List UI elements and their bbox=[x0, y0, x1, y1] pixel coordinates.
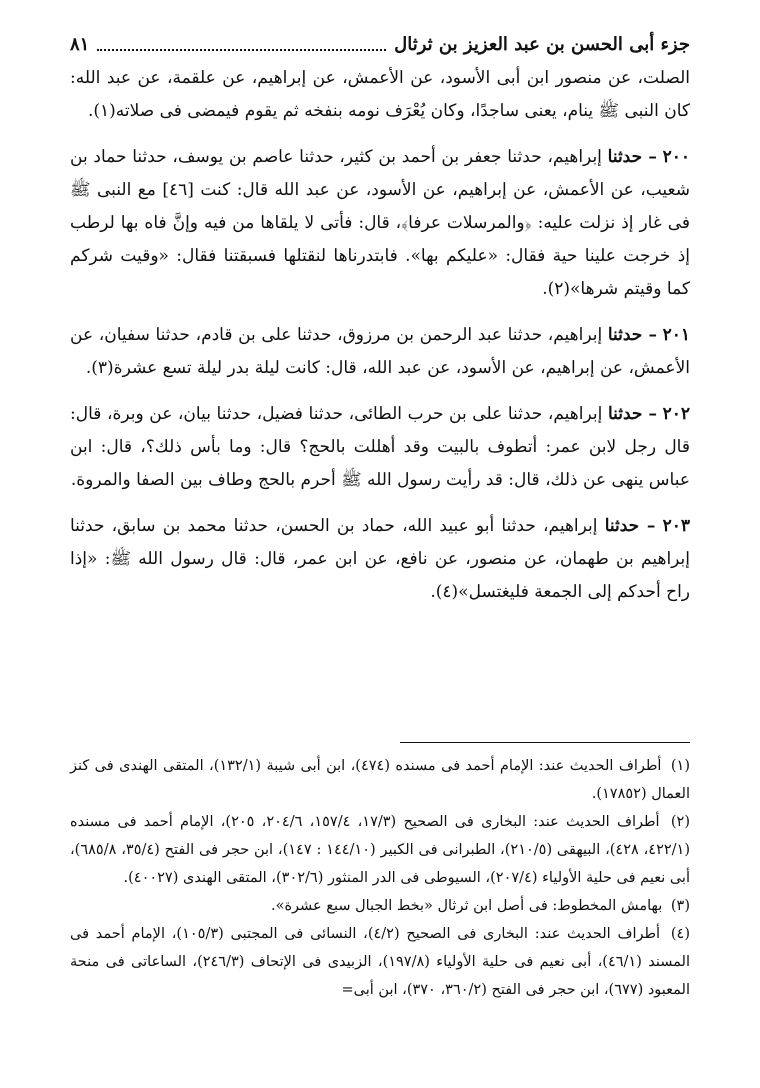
hadith-lead: حدثنا bbox=[607, 325, 643, 345]
footnote-number: (٤) bbox=[670, 926, 690, 942]
running-header bbox=[70, 28, 690, 60]
footnote-number: (١) bbox=[670, 758, 691, 774]
footnote-text: بهامش المخطوط: فى أصل ابن ثرثال «بخط الجبال سبع عشرة». bbox=[270, 898, 663, 914]
hadith-200: ٢٠٠ – حدثنا إبراهيم، حدثنا جعفر بن أحمد بن كثير، حدثنا عاصم بن يوسف، حدثنا حماد بن شعيب، عن الأعمش، عن إبراهيم، عن الأسود، عن عبد الله قال: كنت [٤٦] مع النبى ﷺ فى غار إذ نزلت عليه: ﴿والمرسلات عرفا﴾، قال: فأتى لا يلقاها من فيه وإنَّ فاه بها لرطب إذ خرجت علينا حية فقال: «عليكم بها». فابتدرناها لنقتلها فسبقتنا فقال: «وقيت شركم كما وقيتم شرها»(٢). bbox=[70, 147, 691, 299]
footnote-text: أطراف الحديث عند: البخارى فى الصحيح (٤/٢)، النسائى فى المجتبى (١٠٥/٣)، الإمام أحمد فى المسند (٤٦/١)، أبى نعيم فى حلية الأولياء (١٩٧/٨)، الزبيدى فى الإتحاف (٢٤٦/٣)، الساعاتى فى منحة المعبود (٦٧٧)، ابن حجر فى الفتح (٣٦٠/٢، ٣٧٠)، ابن أبى= bbox=[70, 926, 690, 998]
hadith-number: ٢٠٠ bbox=[662, 147, 691, 167]
hadith-text: إبراهيم، حدثنا أبو عبيد الله، حماد بن الحسن، حدثنا محمد بن سابق، حدثنا إبراهيم بن طهمان، عن منصور، عن نافع، عن ابن عمر، قال: قال رسول الله ﷺ: «إذا راح أحدكم إلى الجمعة فليغتسل»(٤). bbox=[70, 516, 690, 602]
main-text bbox=[70, 62, 690, 622]
intro-paragraph: الصلت، عن منصور ابن أبى الأسود، عن الأعمش، عن إبراهيم، عن علقمة، عن عبد الله: كان النبى ﷺ ينام، يعنى ساجدًا، وكان يُعْرَف نومه بنفخه ثم يقوم فيمضى فى صلاته(١). bbox=[70, 68, 690, 121]
hadith-lead: حدثنا bbox=[607, 147, 643, 167]
footnote-divider bbox=[400, 742, 690, 743]
hadith-number: ٢٠٢ bbox=[662, 404, 691, 424]
footnote-1 bbox=[70, 752, 690, 808]
hadith-text: إبراهيم، حدثنا عبد الرحمن بن مرزوق، حدثنا على بن قادم، حدثنا سفيان، عن الأعمش، عن إبراهيم، عن الأسود، عن عبد الله، قال: كانت ليلة بدر ليلة تسع عشرة(٣). bbox=[70, 325, 690, 378]
footnote-number: (٢) bbox=[670, 814, 690, 830]
hadith-text: إبراهيم، حدثنا جعفر بن أحمد بن كثير، حدثنا عاصم بن يوسف، حدثنا حماد بن شعيب، عن الأعمش، عن إبراهيم، عن الأسود، عن عبد الله قال: كنت [٤٦] مع النبى ﷺ فى غار إذ نزلت عليه: ﴿والمرسلات عرفا﴾، قال: فأتى لا يلقاها من فيه وإنَّ فاه بها لرطب إذ خرجت علينا حية فقال: «عليكم بها». فابتدرناها لنقتلها فسبقتنا فقال: «وقيت شركم كما وقيتم شرها»(٢). bbox=[70, 147, 690, 299]
header-dot-leader bbox=[97, 49, 386, 51]
hadith-text: إبراهيم، حدثنا على بن حرب الطائى، حدثنا فضيل، حدثنا بيان، عن وبرة، قال: قال رجل لابن عمر: أتطوف بالبيت وقد أهللت بالحج؟ قال: وما بأس ذلك؟، قال: ابن عباس ينهى عن ذلك، قال: قد رأيت رسول الله ﷺ أحرم بالحج وطاف بين الصفا والمروة. bbox=[70, 404, 690, 490]
hadith-number: ٢٠٣ bbox=[662, 516, 691, 536]
hadith-201: ٢٠١ – حدثنا إبراهيم، حدثنا عبد الرحمن بن مرزوق، حدثنا على بن قادم، حدثنا سفيان، عن الأعمش، عن إبراهيم، عن الأسود، عن عبد الله، قال: كانت ليلة بدر ليلة تسع عشرة(٣). bbox=[70, 325, 691, 378]
footnote-2 bbox=[70, 808, 690, 892]
footnote-3 bbox=[70, 892, 690, 920]
hadith-lead: حدثنا bbox=[607, 404, 643, 424]
footnote-text: أطراف الحديث عند: البخارى فى الصحيح (١٧/٣، ١٥٧/٤، ٢٠٤/٦، ٢٠٥)، الإمام أحمد فى مسنده (٤٢٢/١، ٤٢٨)، البيهقى (٢١٠/٥)، الطبرانى فى الكبير (١٤٤/١٠ : ١٤٧)، ابن حجر فى الفتح (٣٥/٤، ٦٨٥/٨)، أبى نعيم فى حلية الأولياء (٢٠٧/٤)، السيوطى فى الدر المنثور (٣٠٢/٦)، المتقى الهندى (٤٠٠٢٧). bbox=[70, 814, 691, 886]
header-title: جزء أبى الحسن بن عبد العزيز بن ثرثال bbox=[394, 33, 690, 55]
hadith-202: ٢٠٢ – حدثنا إبراهيم، حدثنا على بن حرب الطائى، حدثنا فضيل، حدثنا بيان، عن وبرة، قال: قال رجل لابن عمر: أتطوف بالبيت وقد أهللت بالحج؟ قال: وما بأس ذلك؟، قال: ابن عباس ينهى عن ذلك، قال: قد رأيت رسول الله ﷺ أحرم بالحج وطاف بين الصفا والمروة. bbox=[70, 404, 691, 490]
footnote-4 bbox=[70, 920, 690, 1004]
hadith-number: ٢٠١ bbox=[662, 325, 691, 345]
footnotes bbox=[70, 752, 690, 1004]
page-number: ٨١ bbox=[70, 33, 90, 55]
hadith-lead: حدثنا bbox=[604, 516, 640, 536]
hadith-203: ٢٠٣ – حدثنا إبراهيم، حدثنا أبو عبيد الله، حماد بن الحسن، حدثنا محمد بن سابق، حدثنا إبراهيم بن طهمان، عن منصور، عن نافع، عن ابن عمر، قال: قال رسول الله ﷺ: «إذا راح أحدكم إلى الجمعة فليغتسل»(٤). bbox=[70, 516, 691, 602]
footnote-text: أطراف الحديث عند: الإمام أحمد فى مسنده (٤٧٤)، ابن أبى شيبة (١٣٢/١)، المتقى الهندى فى كنز العمال (١٧٨٥٢). bbox=[70, 758, 690, 802]
footnote-number: (٣) bbox=[670, 898, 690, 914]
